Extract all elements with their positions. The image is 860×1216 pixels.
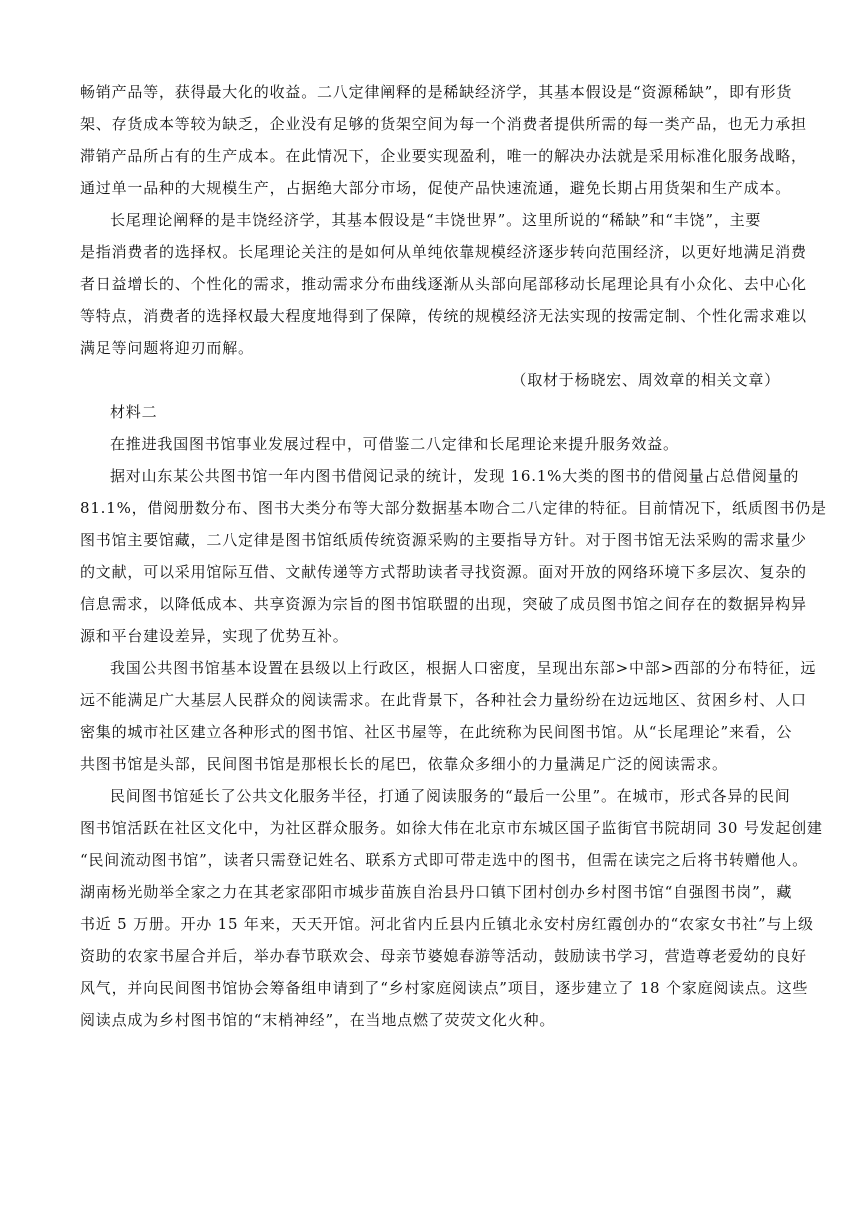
source-citation — [80, 364, 780, 396]
text-line: 远不能满足广大基层人民群众的阅读需求。在此背景下，各种社会力量纷纷在边远地区、贫困乡村、人口 — [80, 691, 807, 709]
text-line: 的文献，可以采用馆际互借、文献传递等方式帮助读者寻找资源。面对开放的网络环境下多层次、复杂的 — [80, 563, 807, 581]
text-line: 畅销产品等，获得最大化的收益。二八定律阐释的是稀缺经济学，其基本假设是“资源稀缺”，即有形货 — [80, 83, 793, 101]
text-line: 我国公共图书馆基本设置在县级以上行政区，根据人口密度，呈现出东部>中部>西部的分布特征，远 — [110, 659, 817, 677]
text-line: 图书馆活跃在社区文化中，为社区群众服务。如徐大伟在北京市东城区国子监街官书院胡同 30 号发起创建 — [80, 819, 823, 837]
text-line: 材料二 — [110, 403, 158, 421]
text-line: 密集的城市社区建立各种形式的图书馆、社区书屋等，在此统称为民间图书馆。从“长尾理论”来看，公 — [80, 723, 793, 741]
text-line: 滞销产品所占有的生产成本。在此情况下，企业要实现盈利，唯一的解决办法就是采用标准化服务战略， — [80, 147, 807, 165]
paragraph — [80, 76, 807, 204]
text-line: 者日益增长的、个性化的需求，推动需求分布曲线逐渐从头部向尾部移动长尾理论具有小众化、去中心化 — [80, 275, 807, 293]
text-line: “民间流动图书馆”，读者只需登记姓名、联系方式即可带走选中的图书，但需在读完之后将书转赠他人。 — [80, 851, 808, 869]
text-line: 长尾理论阐释的是丰饶经济学，其基本假设是“丰饶世界”。这里所说的“稀缺”和“丰饶”，主要 — [110, 211, 762, 229]
text-line: 图书馆主要馆藏，二八定律是图书馆纸质传统资源采购的主要指导方针。对于图书馆无法采购的需求量少 — [80, 531, 807, 549]
paragraph — [80, 396, 780, 428]
text-line: （取材于杨晓宏、周效章的相关文章） — [511, 371, 780, 389]
text-line: 在推进我国图书馆事业发展过程中，可借鉴二八定律和长尾理论来提升服务效益。 — [110, 435, 679, 453]
paragraph — [80, 652, 817, 780]
text-line: 81.1%，借阅册数分布、图书大类分布等大部分数据基本吻合二八定律的特征。目前情况下，纸质图书仍是 — [80, 499, 827, 517]
paragraph — [80, 780, 823, 1036]
text-line: 资助的农家书屋合并后，举办春节联欢会、母亲节婆媳春游等活动，鼓励读书学习，营造尊老爱幼的良好 — [80, 947, 807, 965]
text-line: 信息需求，以降低成本、共享资源为宗旨的图书馆联盟的出现，突破了成员图书馆之间存在的数据异构异 — [80, 595, 807, 613]
text-line: 通过单一品种的大规模生产，占据绝大部分市场，促使产品快速流通，避免长期占用货架和生产成本。 — [80, 179, 792, 197]
text-line: 民间图书馆延长了公共文化服务半径，打通了阅读服务的“最后一公里”。在城市，形式各异的民间 — [110, 787, 791, 805]
text-line: 湖南杨光勋举全家之力在其老家邵阳市城步苗族自治县丹口镇下团村创办乡村图书馆“自强图书岗”，藏 — [80, 883, 793, 901]
text-line: 等特点，消费者的选择权最大程度地得到了保障，传统的规模经济无法实现的按需定制、个性化需求难以 — [80, 307, 807, 325]
text-line: 源和平台建设差异，实现了优势互补。 — [80, 627, 349, 645]
text-line: 阅读点成为乡村图书馆的“末梢神经”，在当地点燃了荧荧文化火种。 — [80, 1011, 556, 1029]
text-line: 书近 5 万册。开办 15 年来，天天开馆。河北省内丘县内丘镇北永安村房红霞创办的“农家女书社”与上级 — [80, 915, 814, 933]
text-line: 据对山东某公共图书馆一年内图书借阅记录的统计，发现 16.1%大类的图书的借阅量占总借阅量的 — [110, 467, 800, 485]
paragraph — [80, 428, 780, 460]
paragraph — [80, 460, 827, 652]
text-line: 风气，并向民间图书馆协会筹备组申请到了“乡村家庭阅读点”项目，逐步建立了 18 个家庭阅读点。这些 — [80, 979, 809, 997]
text-line: 满足等问题将迎刃而解。 — [80, 339, 254, 357]
paragraph — [80, 204, 807, 364]
text-line: 共图书馆是头部，民间图书馆是那根长长的尾巴，依靠众多细小的力量满足广泛的阅读需求。 — [80, 755, 728, 773]
text-line: 是指消费者的选择权。长尾理论关注的是如何从单纯依靠规模经济逐步转向范围经济，以更好地满足消费 — [80, 243, 807, 261]
text-line: 架、存货成本等较为缺乏，企业没有足够的货架空间为每一个消费者提供所需的每一类产品，也无力承担 — [80, 115, 807, 133]
